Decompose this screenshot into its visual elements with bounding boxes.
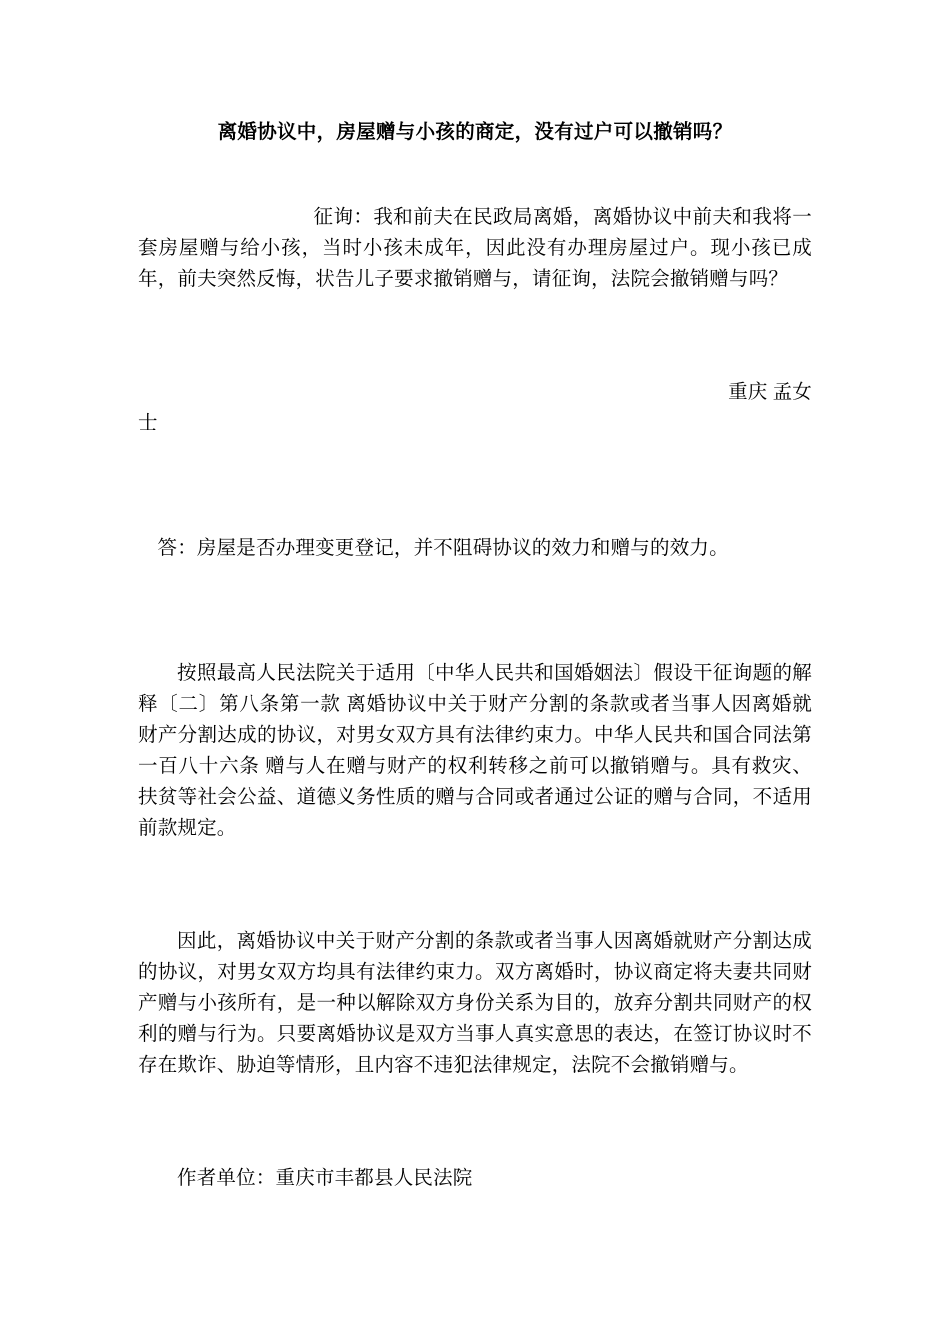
signature-block — [138, 377, 812, 439]
spacer — [138, 493, 812, 533]
spacer — [138, 1081, 812, 1135]
spacer — [138, 564, 812, 618]
legal-basis-paragraph: 按照最高人民法院关于适用〔中华人民共和国婚姻法〕假设干征询题的解释〔二〕第八条第一款 离婚协议中关于财产分割的条款或者当事人因离婚就财产分割达成的协议，对男女双方具有法律约束力。中华人民共和国合同法第一百八十六条 赠与人在赠与财产的权利转移之前可以撤销赠与。具有救灾、扶贫等社会公益、道德义务性质的赠与合同或者通过公证的赠与合同，不适用前款规定。 — [138, 663, 812, 839]
page-title: 离婚协议中，房屋赠与小孩的商定，没有过户可以撤销吗？ — [217, 122, 733, 143]
spacer — [138, 295, 812, 349]
spacer — [138, 844, 812, 898]
author-unit: 作者单位：重庆市丰都县人民法院 — [177, 1168, 473, 1189]
spacer — [138, 148, 812, 202]
answer-summary-paragraph: 答：房屋是否办理变更登记，并不阻碍协议的效力和赠与的效力。 — [157, 538, 729, 559]
signature-name: 重庆 孟女 — [728, 382, 812, 403]
conclusion-paragraph: 因此，离婚协议中关于财产分割的条款或者当事人因离婚就财产分割达成的协议，对男女双方均具有法律约束力。双方离婚时，协议商定将夫妻共同财产赠与小孩所有，是一种以解除双方身份关系为目的，放弃分割共同财产的权利的赠与行为。只要离婚协议是双方当事人真实意思的表达，在签订协议时不存在欺诈、胁迫等情形，且内容不违犯法律规定，法院不会撤销赠与。 — [138, 931, 812, 1076]
spacer — [138, 1135, 812, 1163]
spacer — [138, 898, 812, 926]
question-paragraph: 征询：我和前夫在民政局离婚，离婚协议中前夫和我将一套房屋赠与给小孩，当时小孩未成年，因此没有办理房屋过户。现小孩已成年，前夫突然反悔，状告儿子要求撤销赠与，请征询，法院会撤销赠与吗？ — [138, 207, 812, 290]
spacer — [138, 439, 812, 493]
spacer — [138, 618, 812, 658]
spacer — [138, 349, 812, 377]
signature-name-overflow: 士 — [138, 413, 158, 434]
